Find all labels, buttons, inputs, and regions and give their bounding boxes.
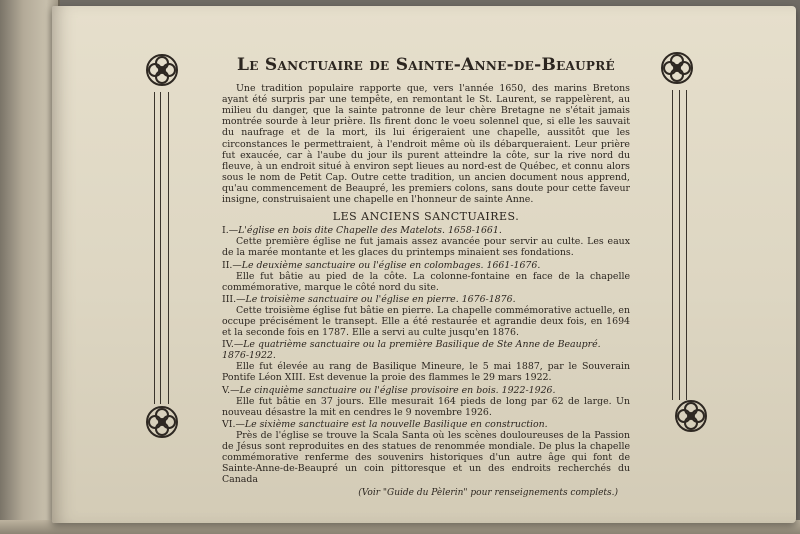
intro-paragraph: Une tradition populaire rapporte que, vers l'année 1650, des marins Bretons ayant été surpris par une tempête, en remontant le St. Laurent, se rappelèrent, au milieu du danger, que la sainte patronne de leur chère Bretagne ne s'était jamais montrée sourde à leur prière. Ils firent donc le voeu solennel que, si elle les sauvait du naufrage et de la mort, ils lui érigeraient une chapelle, aussitôt que les circonstances le permettraient, à l'endroit même où ils débarqueraient. Leur prière fut exaucée, car à l'aube du jour ils purent atteindre la côte, sur la rive nord du fleuve, à un endroit situé à environ sept lieues au nord-est de Québec, et connu alors sous le nom de Petit Cap. Outre cette tradition, un ancien document nous apprend, qu'au commencement de Beaupré, les premiers colons, sans doute pour cette faveur insigne, construisaient une chapelle en l'honneur de sainte Anne.	[222, 83, 630, 206]
decorative-rule	[686, 90, 687, 400]
sanctuary-heading: I.—L'église en bois dite Chapelle des Matelots. 1658-1661.	[222, 225, 502, 237]
celtic-knot-icon	[144, 52, 180, 88]
closing-paragraph: Près de l'église se trouve la Scala Santa où les scènes douloureuses de la Passion de Jésus sont reproduites en des statues de renommée mondiale. De plus la chapelle commémorative renferme des souvenirs historiques d'un autre âge qui font de Sainte-Anne-de-Beaupré un coin pittoresque et un des endroits recherchés du Canada	[222, 429, 630, 486]
page-title: Le Sanctuaire de Sainte-Anne-de-Beaupré	[237, 55, 615, 75]
sanctuary-description: Elle fut bâtie au pied de la côte. La colonne-fontaine en face de la chapelle commémorative, marque le côté nord du site.	[222, 270, 630, 293]
sanctuary-heading: III.—Le troisième sanctuaire ou l'église en pierre. 1676-1876.	[222, 293, 516, 305]
section-heading: LES ANCIENS SANCTUAIRES.	[332, 210, 520, 224]
celtic-knot-icon	[144, 404, 180, 440]
sanctuary-description: Cette troisième église fut bâtie en pierre. La chapelle commémorative actuelle, en occupe précisément le transept. Elle a été restaurée et agrandie deux fois, en 1694 et la seconde fois en 1787. Elle a servi au culte jusqu'en 1876.	[222, 304, 630, 339]
sanctuary-description: Elle fut bâtie en 37 jours. Elle mesurait 164 pieds de long par 62 de large. Un nouveau désastre la mit en cendres le 9 novembre 1926.	[222, 395, 630, 418]
decorative-rule	[168, 92, 169, 404]
guide-note: (Voir "Guide du Pèlerin" pour renseignements complets.)	[358, 488, 618, 499]
sanctuary-heading: II.—Le deuxième sanctuaire ou l'église en colombages. 1661-1676.	[222, 259, 541, 271]
document-content	[222, 55, 630, 499]
sanctuary-heading: IV.—Le quatrième sanctuaire ou la première Basilique de Ste Anne de Beaupré. 1876-1922.	[222, 339, 601, 362]
decorative-rule	[154, 92, 155, 404]
celtic-knot-icon	[673, 398, 709, 434]
decorative-rule	[679, 90, 680, 400]
sanctuary-description: Cette première église ne fut jamais assez avancée pour servir au culte. Les eaux de la marée montante et les glaces du printemps minaient ses fondations.	[222, 236, 630, 259]
decorative-rule	[672, 90, 673, 400]
sanctuary-description: Elle fut élevée au rang de Basilique Mineure, le 5 mai 1887, par le Souverain Pontife Léon XIII. Est devenue la proie des flammes le 29 mars 1922.	[222, 361, 630, 384]
celtic-knot-icon	[659, 50, 695, 86]
sanctuary-heading: V.—Le cinquième sanctuaire ou l'église provisoire en bois. 1922-1926.	[222, 384, 556, 396]
left-page-edge	[0, 0, 60, 534]
decorative-rule	[160, 92, 161, 404]
sanctuary-heading: VI.—Le sixième sanctuaire est la nouvelle Basilique en construction.	[222, 418, 548, 430]
